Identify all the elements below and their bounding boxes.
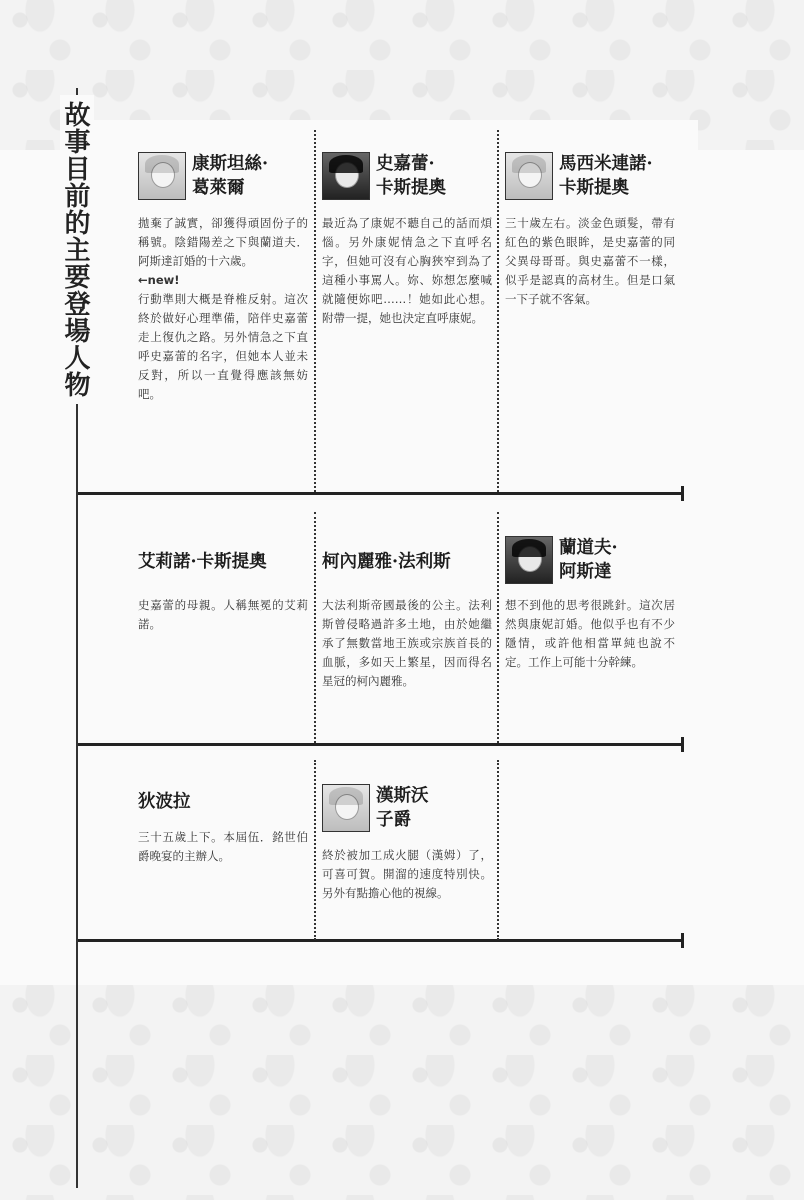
character-entry-scarlet <box>322 150 492 328</box>
col-divider <box>314 760 316 940</box>
new-badge: ←new! <box>138 273 180 287</box>
character-name: 康斯坦絲· 葛萊爾 <box>192 154 269 198</box>
character-description: 終於被加工成火腿（漢姆）了，可喜可賀。開溜的速度特別快。另外有點擔心他的視線。 <box>322 848 492 900</box>
col-divider <box>497 130 499 492</box>
character-portrait <box>505 536 553 584</box>
page-title: 故事目前的主要登場人物 <box>60 95 94 404</box>
character-name: 史嘉蕾· 卡斯提奧 <box>376 154 446 198</box>
character-description: 三十五歲上下。本屆伍．銘世伯爵晚宴的主辦人。 <box>138 830 308 863</box>
character-name: 馬西米連諾· 卡斯提奧 <box>559 154 653 198</box>
col-divider <box>314 130 316 492</box>
character-description: 三十歲左右。淡金色頭髮，帶有紅色的紫色眼眸，是史嘉蕾的同父異母哥哥。與史嘉蕾不一樣，似乎是認真的高材生。但是口氣一下子就不客氣。 <box>505 216 675 306</box>
character-name: 柯內麗雅·法利斯 <box>322 552 451 572</box>
character-entry-massimiliano <box>505 150 675 309</box>
row-divider-1 <box>78 492 682 495</box>
character-portrait <box>322 152 370 200</box>
character-name: 狄波拉 <box>138 792 191 812</box>
character-entry-deborah <box>138 788 308 866</box>
col-divider <box>497 760 499 940</box>
character-description: 大法利斯帝國最後的公主。法利斯曾侵略過許多土地，由於她繼承了無數當地王族或宗族首長的血脈，多如天上繁星，因而得名星冠的柯內麗雅。 <box>322 598 492 688</box>
row-divider-3 <box>78 939 682 942</box>
row-divider-2 <box>78 743 682 746</box>
character-description: 拋棄了誠實，卻獲得頑固份子的稱號。陰錯陽差之下與蘭道夫．阿斯達訂婚的十六歲。 ←new! 行動準則大概是脊椎反射。這次終於做好心理準備，陪伴史嘉蕾走上復仇之路。另外情急之下直呼史嘉蕾的名字，但她本人並未反對，所以一直覺得應該無妨吧。 <box>138 216 308 401</box>
character-name: 蘭道夫· 阿斯達 <box>559 538 618 582</box>
col-divider <box>314 512 316 743</box>
character-portrait <box>138 152 186 200</box>
character-entry-constance <box>138 150 308 404</box>
character-description: 史嘉蕾的母親。人稱無冕的艾莉諾。 <box>138 598 308 631</box>
damask-background-bottom <box>0 985 804 1200</box>
character-description: 最近為了康妮不聽自己的話而煩惱。另外康妮情急之下直呼名字，但她可沒有心胸狹窄到為了這種小事罵人。妳、妳想怎麼喊就隨便妳吧……！她如此心想。附帶一提，她也決定直呼康妮。 <box>322 216 492 325</box>
col-divider <box>497 512 499 743</box>
character-entry-eleanor <box>138 548 308 634</box>
character-entry-hanswurst <box>322 782 492 903</box>
character-entry-randolph <box>505 534 675 672</box>
character-name: 漢斯沃 子爵 <box>376 786 429 830</box>
character-portrait <box>322 784 370 832</box>
character-description: 想不到他的思考很跳針。這次居然與康妮訂婚。他似乎也有不少隱情，或許他相當單純也說不定。工作上可能十分幹練。 <box>505 598 675 669</box>
character-entry-cornelia <box>322 548 492 691</box>
character-portrait <box>505 152 553 200</box>
character-name: 艾莉諾·卡斯提奧 <box>138 552 267 572</box>
